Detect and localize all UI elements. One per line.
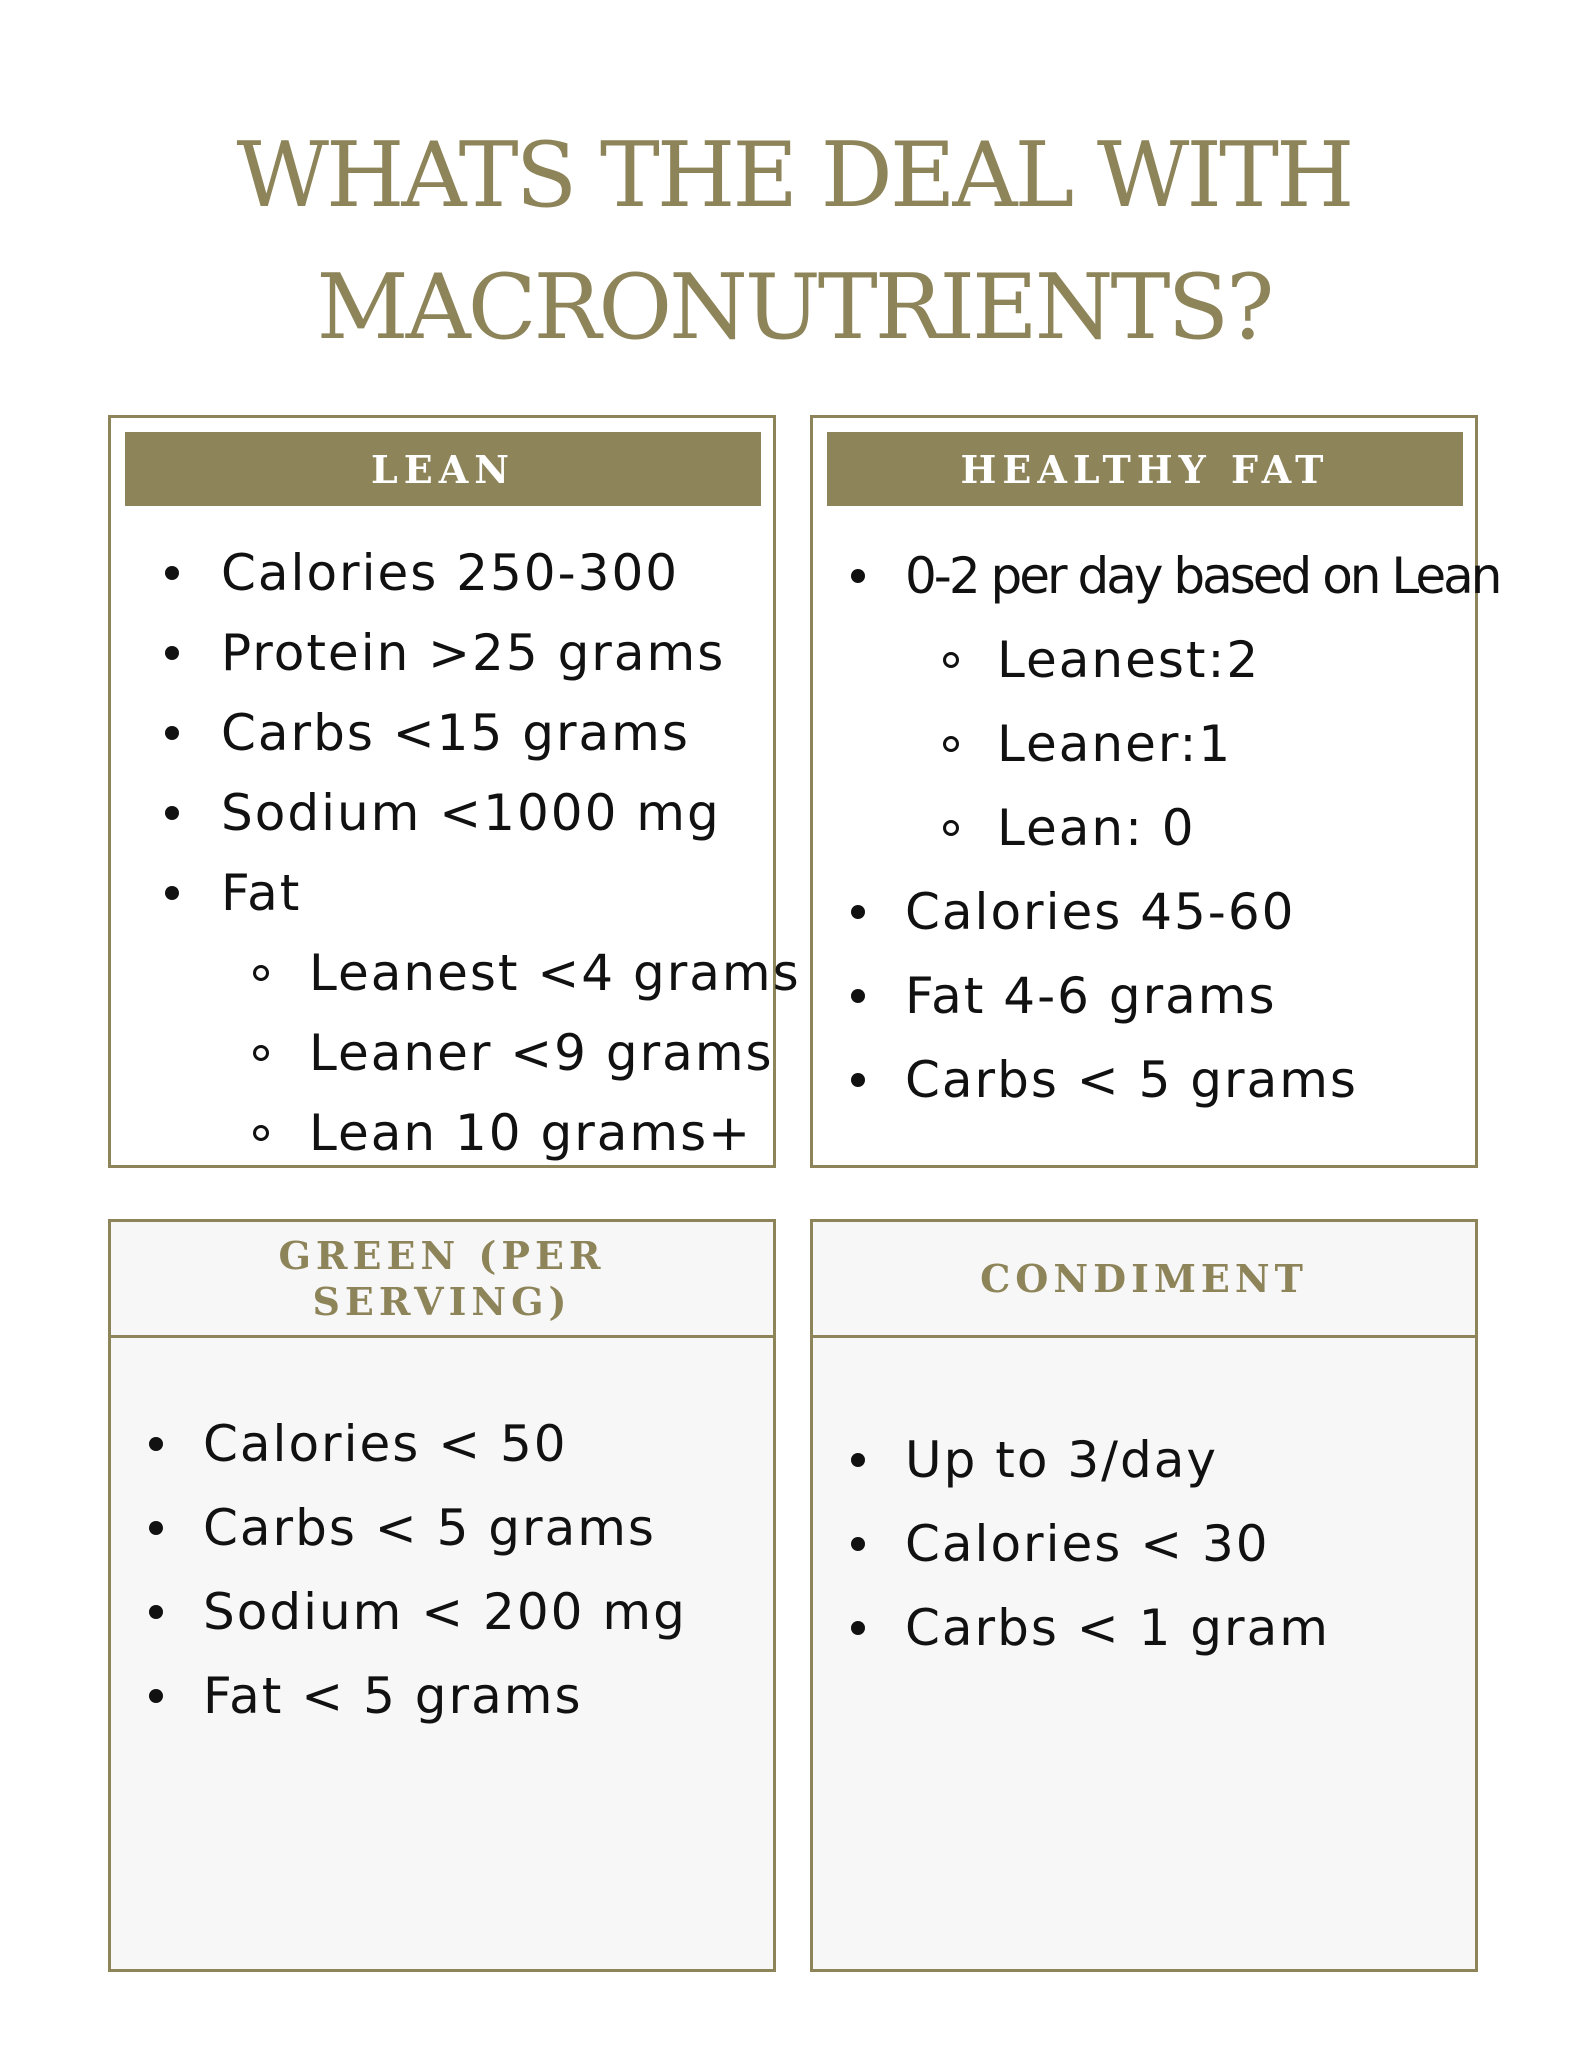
page-title	[0, 110, 1588, 374]
healthy-fat-card	[810, 415, 1500, 1168]
lean-heading: LEAN	[125, 432, 761, 506]
green-item-calories: Calories < 50	[149, 1402, 687, 1486]
green-item-fat: Fat < 5 grams	[149, 1654, 687, 1738]
lean-fat-subitem-lean: Lean 10 grams+	[165, 1093, 801, 1173]
lean-item-sodium: Sodium <1000 mg	[165, 773, 801, 853]
lean-card	[108, 415, 801, 1168]
healthy-fat-subitem-lean: Lean: 0	[851, 786, 1499, 870]
healthy-fat-item-calories: Calories 45-60	[851, 870, 1499, 954]
condiment-list	[851, 1418, 1330, 1670]
condiment-item-per-day: Up to 3/day	[851, 1418, 1330, 1502]
healthy-fat-list	[851, 534, 1499, 1122]
healthy-fat-item-fat: Fat 4-6 grams	[851, 954, 1499, 1038]
green-card	[108, 1219, 776, 1972]
lean-list	[165, 533, 801, 1173]
healthy-fat-item-per-day: 0-2 per day based on Lean	[851, 534, 1499, 618]
lean-item-calories: Calories 250-300	[165, 533, 801, 613]
green-heading-line-1: GREEN (PER	[278, 1232, 606, 1278]
condiment-item-calories: Calories < 30	[851, 1502, 1330, 1586]
healthy-fat-heading: HEALTHY FAT	[827, 432, 1463, 506]
healthy-fat-subitem-leaner: Leaner:1	[851, 702, 1499, 786]
green-item-carbs: Carbs < 5 grams	[149, 1486, 687, 1570]
green-item-sodium: Sodium < 200 mg	[149, 1570, 687, 1654]
condiment-heading: CONDIMENT	[813, 1222, 1475, 1338]
green-list	[149, 1402, 687, 1738]
condiment-card	[810, 1219, 1478, 1972]
healthy-fat-subitem-leanest: Leanest:2	[851, 618, 1499, 702]
page-title-line-2: MACRONUTRIENTS?	[316, 255, 1272, 360]
lean-item-protein: Protein >25 grams	[165, 613, 801, 693]
healthy-fat-item-carbs: Carbs < 5 grams	[851, 1038, 1499, 1122]
lean-fat-subitem-leaner: Leaner <9 grams	[165, 1013, 801, 1093]
lean-item-carbs: Carbs <15 grams	[165, 693, 801, 773]
page-title-line-1: WHATS THE DEAL WITH	[236, 123, 1352, 228]
lean-item-fat: Fat	[165, 853, 801, 933]
green-heading	[111, 1222, 773, 1338]
condiment-item-carbs: Carbs < 1 gram	[851, 1586, 1330, 1670]
lean-fat-subitem-leanest: Leanest <4 grams	[165, 933, 801, 1013]
green-heading-line-2: SERVING)	[312, 1278, 572, 1324]
